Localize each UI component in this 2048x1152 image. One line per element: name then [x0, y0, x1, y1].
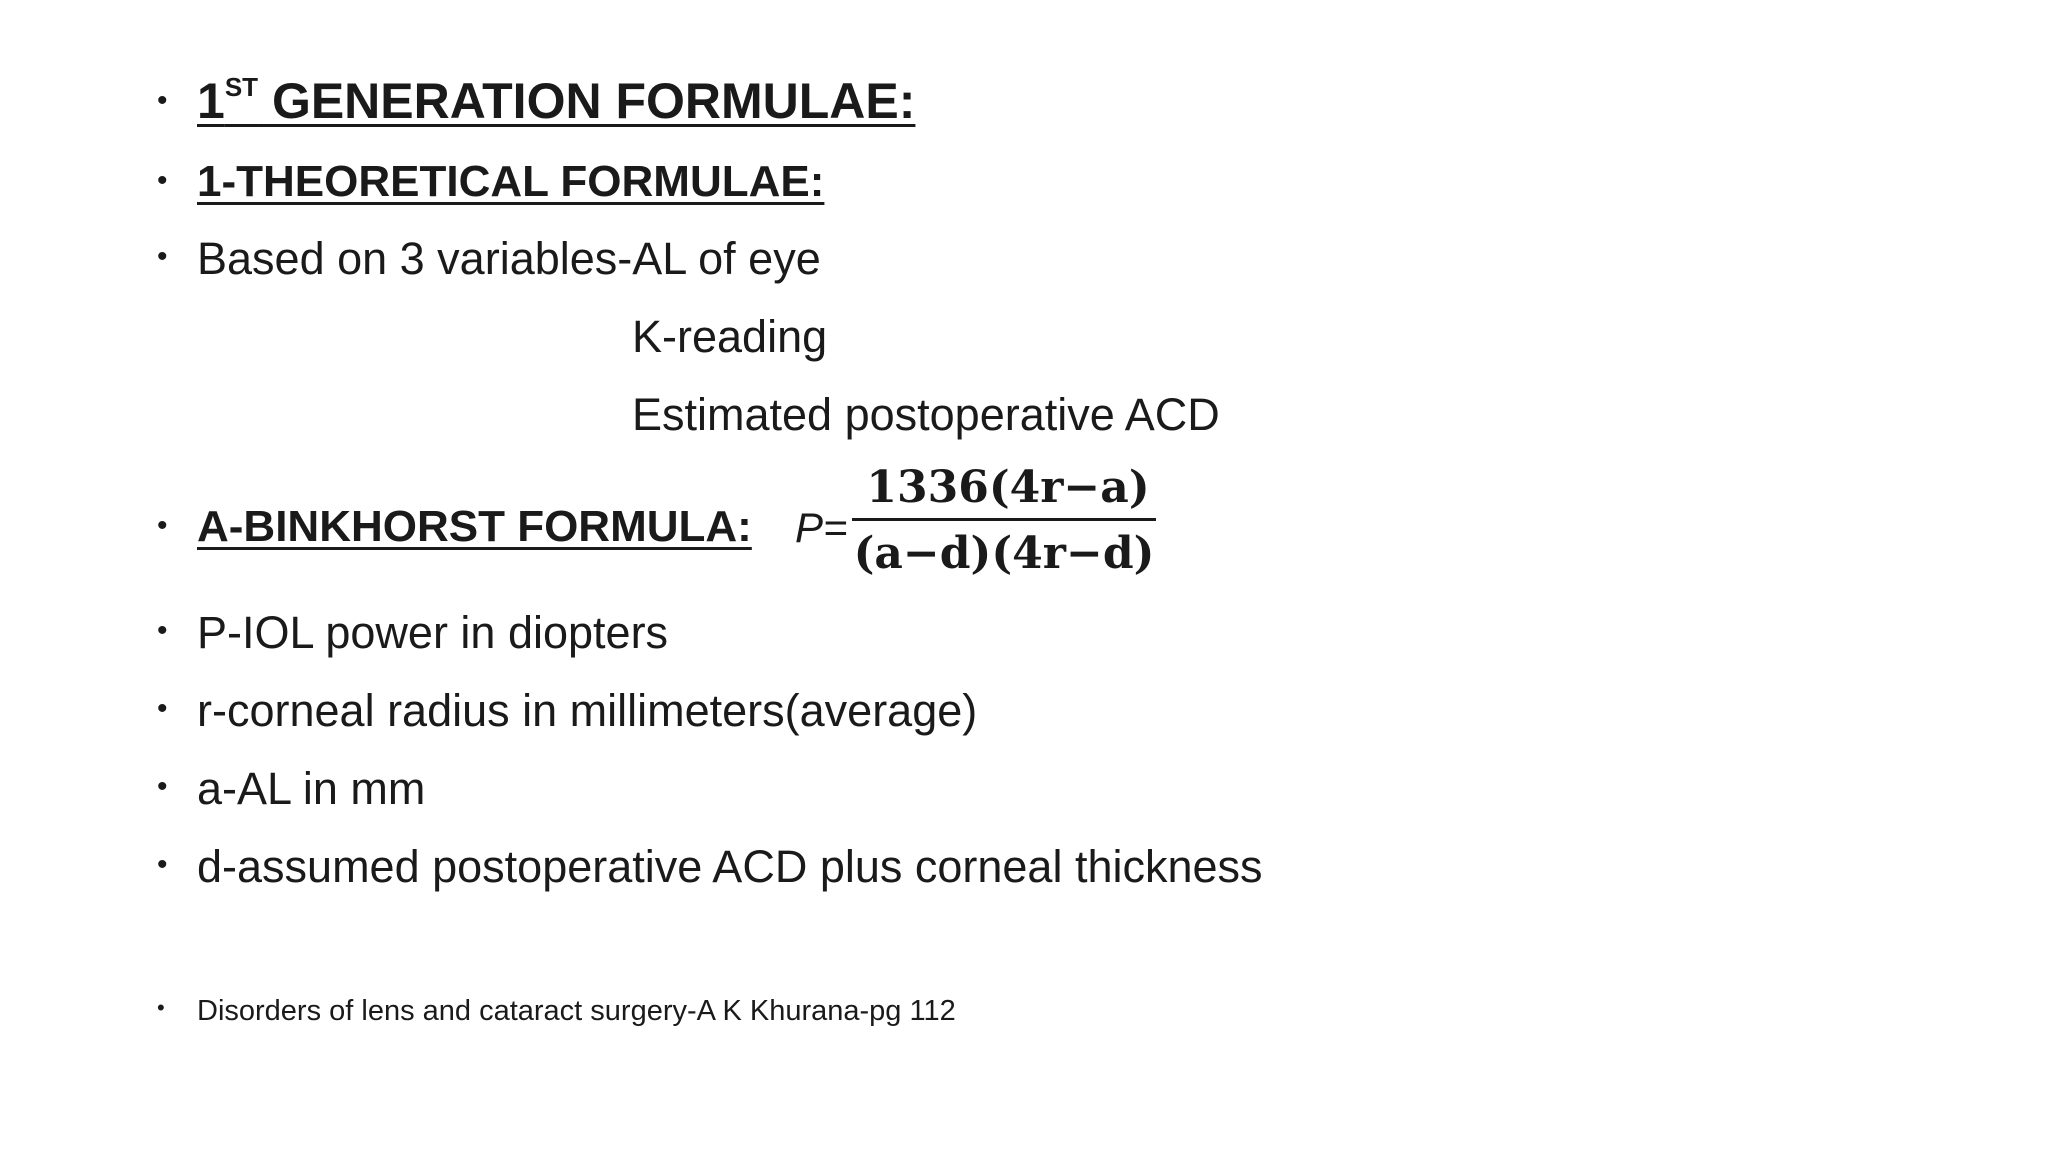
- bullet-icon: •: [157, 84, 168, 117]
- variable-k-reading: K-reading: [632, 311, 828, 362]
- formula-lhs: P=: [795, 504, 848, 551]
- bullet-icon: •: [157, 995, 165, 1020]
- binkhorst-formula: [795, 462, 1175, 592]
- heading-generation-text: GENERATION FORMULAE:: [258, 73, 916, 129]
- heading-generation-superscript: ST: [224, 72, 259, 102]
- definition-a: a-AL in mm: [197, 763, 426, 814]
- bullet-icon: •: [157, 509, 168, 542]
- bullet-icon: •: [157, 614, 168, 647]
- definition-p: P-IOL power in diopters: [197, 607, 669, 658]
- heading-generation: [197, 72, 916, 129]
- definition-d: d-assumed postoperative ACD plus corneal thickness: [197, 841, 1263, 892]
- bullet-icon: •: [157, 770, 168, 803]
- bullet-icon: •: [157, 848, 168, 881]
- reference-text: Disorders of lens and cataract surgery-A K Khurana-pg 112: [197, 995, 956, 1027]
- fraction-bar: [852, 518, 1156, 521]
- heading-generation-number: 1: [197, 73, 225, 129]
- bullet-icon: •: [157, 692, 168, 725]
- variable-estimated-acd: Estimated postoperative ACD: [632, 389, 1220, 440]
- heading-theoretical: 1-THEORETICAL FORMULAE:: [197, 157, 825, 206]
- variables-intro-text: Based on 3 variables-AL of eye: [197, 233, 821, 284]
- formula-denominator: (a−d)(4r−d): [853, 528, 1155, 579]
- definition-r: r-corneal radius in millimeters(average): [197, 685, 978, 736]
- formula-numerator: 1336(4r−a): [866, 462, 1150, 513]
- bullet-icon: •: [157, 164, 168, 197]
- formula-heading: A-BINKHORST FORMULA:: [197, 502, 752, 551]
- bullet-icon: •: [157, 240, 168, 273]
